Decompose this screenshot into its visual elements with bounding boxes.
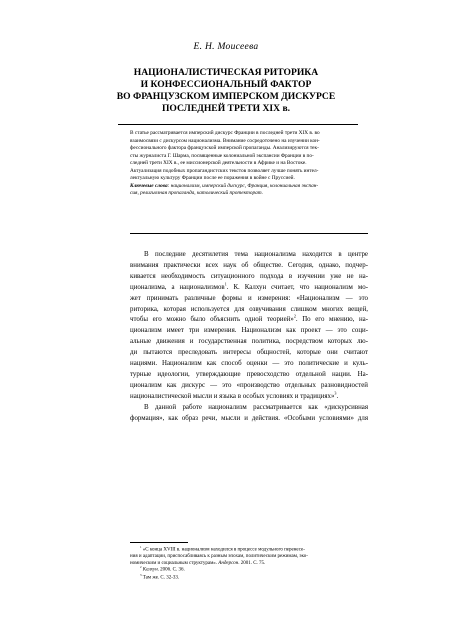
abstract-bottom-rule [130,233,368,234]
body-line: В данной работе национализм рассматривается как «дискурсивная [144,403,368,411]
body-line: ционализм имеет три измерения. Национализм как проект — это соци- [130,327,368,335]
body-line: альные движения и государственная политика, посредством которых лю- [130,338,368,346]
title-line: НАЦИОНАЛИСТИЧЕСКАЯ РИТОРИКА [133,67,319,78]
footnote-ref: 3 [334,390,337,396]
footnote-2: $^2$ Калхун. 2006. С. 36. [140,565,185,574]
title-line: ПОСЛЕДНЕЙ ТРЕТИ XIX в. [161,103,291,114]
body-line: ционализма, а национализмов$^1$. К. Калхун считает, что национализм мо- [130,281,368,291]
footnote-1: $^1$ «С конца XVIII в. национализм находился в процессе модульного перенесе- [140,545,305,553]
body-line: кивается необходимость ситуационного подхода в изучении уже не на- [130,272,368,280]
footnote-ref: 1 [224,281,227,287]
body-line: нациями. Национализм как способ оценки — это политические и куль- [130,360,368,368]
body-line: националистической мысли и языка в особых условиях и традициях»$^3$. [130,390,339,400]
footnote-3: $^3$ Там же. С. 32-33. [140,572,180,581]
keywords-text: : национализм, имперский дискурс, Франция, колониальная экспан- [167,182,319,189]
abstract-line: сты журналиста Г. Шарма, посвященные колониальной экспансии Франции в по- [130,152,314,159]
title-line: ВО ФРАНЦУЗСКОМ ИМПЕРСКОМ ДИСКУРСЕ [116,91,336,102]
author-name: Е. Н. Моисеева [193,42,259,52]
keywords-text: сия, религиозная пропаганда, католический протекторат. [130,190,263,196]
abstract-line: следней трети XIX в., ее миссионерской деятельности в Африке и на Востоке. [130,160,307,166]
abstract-line: лектуальную культуру Франции после ее поражения в войне с Пруссией. [130,175,295,181]
body-line: формация», как образ речи, мысли и действия. «Особыми условиями» для [130,414,368,422]
abstract [130,130,368,198]
body-line: риторика, которая используется для озвучивания слишком многих вещей, [130,305,368,313]
abstract-line: Актуализация подобных пропагандистских текстов позволяет лучше понять интел- [130,167,319,174]
abstract-top-rule [118,124,358,125]
footnote-ref: 2 [293,314,296,320]
footnote-separator [130,542,188,543]
keywords-label: Ключевые слова [130,182,168,189]
body-line: В последние десятилетия тема национализма находится в центре [144,251,368,258]
footnote-1-cont: ния и адаптации, приспосабливаясь к разным эпохам, политическим режимам, эко- [130,554,308,560]
body-line: чтобы его можно было объяснить одной теорией»$^2$. По его мнению, на- [130,314,368,324]
keywords [130,183,368,191]
abstract-line: В статье рассматривается имперский дискурс Франции в последней трети XIX в. во [130,130,320,136]
body-line: жет принимать различные формы и измерения: «Национализм — это [130,294,368,302]
article-title [0,67,452,115]
title-line: И КОНФЕССИОНАЛЬНЫЙ ФАКТОР [140,79,312,90]
abstract-line: фессионального фактора французской имперской пропаганды. Анализируются тек- [130,145,319,151]
body-line: ди пытаются преследовать интересы общностей, которые они считают [130,349,368,357]
article-body [130,250,368,425]
body-line: ционализм как дискурс — это «производство отдельных разновидностей [130,381,368,389]
footnote-1-cont: номическим и социальным структурам». Андерсон. 2001. С. 75. [130,560,266,566]
footnotes [130,547,368,582]
body-line: турные идеологии, утверждающие превосходство отдельной нации. На- [130,370,368,378]
body-line: внимания практически всех наук об обществе. Сегодня, однако, подчер- [130,261,368,269]
abstract-line: взаимосвязи с дискурсом национализма. Внимание сосредоточено на изучении кон- [130,137,320,144]
